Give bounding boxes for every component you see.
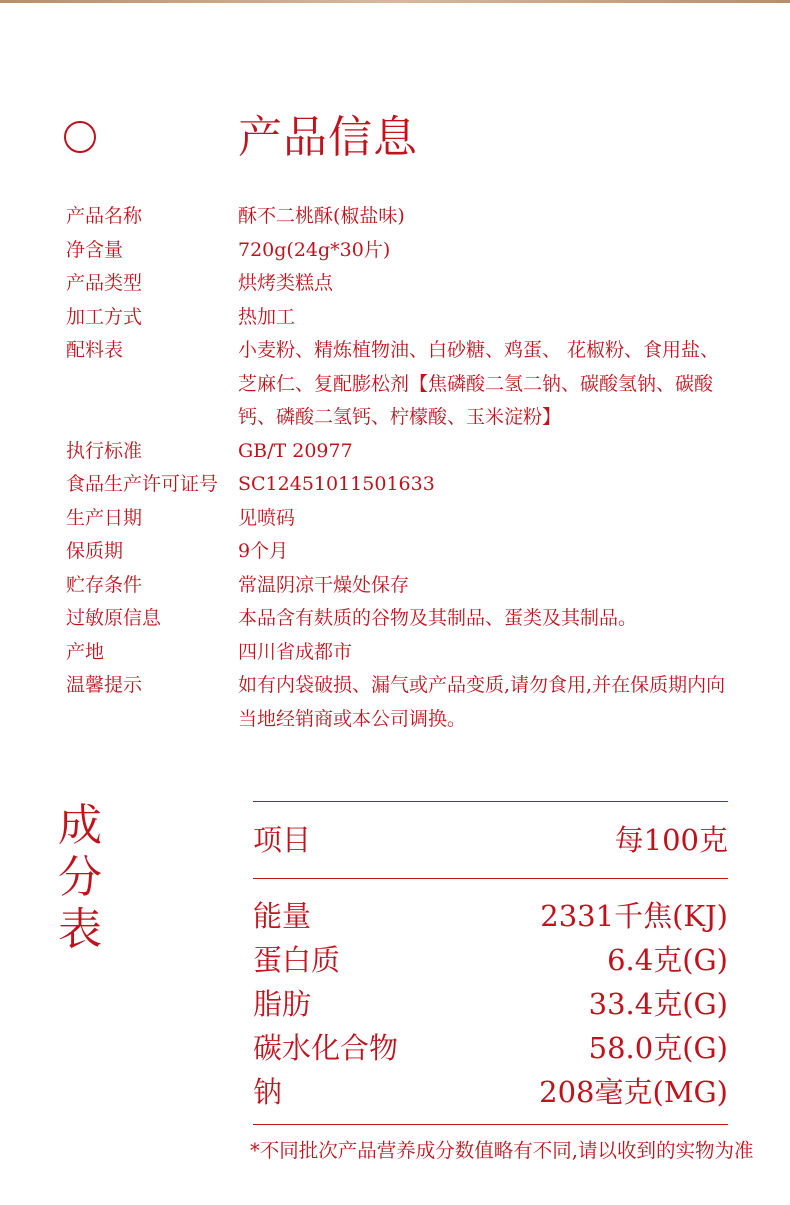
info-label: 贮存条件 (66, 573, 143, 596)
info-label: 产品名称 (66, 205, 143, 227)
nutrient-name: 碳水化合物 (253, 1031, 399, 1065)
info-row-type (66, 267, 746, 301)
nutrient-value: 58.0克(G) (588, 1031, 728, 1065)
table-rule-bottom (253, 1124, 728, 1125)
info-value: 见喷码 (238, 506, 296, 529)
side-title-char: 分 (58, 852, 102, 903)
info-value: 9个月 (238, 540, 289, 562)
nutrient-value: 208毫克(MG) (539, 1075, 728, 1109)
nutrition-side-title (58, 800, 108, 956)
header-per-100g: 每100克 (614, 823, 728, 857)
table-rule-header (253, 878, 728, 879)
circle-icon (64, 121, 96, 153)
nutrient-value: 6.4克(G) (607, 943, 728, 977)
info-label: 净含量 (66, 238, 124, 261)
table-row (253, 938, 728, 982)
nutrient-value: 33.4克(G) (588, 987, 728, 1021)
info-value: 烘烤类糕点 (238, 272, 334, 294)
table-rule-top (253, 801, 728, 802)
nutrient-name: 钠 (253, 1075, 283, 1109)
info-row-ingredients (66, 334, 746, 435)
info-row-origin (66, 636, 746, 670)
info-value: 如有内袋破损、漏气或产品变质,请勿食用,并在保质期内向当地经销商或本公司调换。 (238, 674, 726, 730)
nutrition-table-header (253, 818, 728, 862)
info-row-process (66, 301, 746, 335)
info-value: GB/T 20977 (238, 439, 353, 462)
table-row (253, 894, 728, 938)
info-value: 热加工 (238, 305, 296, 328)
info-label: 配料表 (66, 339, 124, 361)
info-row-net-content (66, 234, 746, 268)
info-row-shelf-life (66, 535, 746, 569)
info-value: 小麦粉、精炼植物油、白砂糖、鸡蛋、 花椒粉、食用盐、芝麻仁、复配膨松剂【焦磷酸二氢二钠、碳酸氢钠、碳酸钙、磷酸二氢钙、柠檬酸、玉米淀粉】 (238, 339, 720, 428)
page-title: 产品信息 (238, 112, 418, 163)
info-label: 加工方式 (66, 305, 143, 328)
info-label: 温馨提示 (66, 674, 143, 696)
info-row-name (66, 200, 746, 234)
info-row-standard (66, 435, 746, 469)
table-row (253, 1026, 728, 1070)
side-title-char: 成 (58, 800, 102, 851)
info-value: 四川省成都市 (238, 640, 353, 663)
side-title-char: 表 (58, 904, 102, 955)
info-value: SC12451011501633 (238, 473, 435, 495)
nutrient-name: 蛋白质 (253, 943, 341, 977)
info-label: 食品生产许可证号 (66, 473, 219, 495)
nutrition-note: *不同批次产品营养成分数值略有不同,请以收到的实物为准 (250, 1139, 754, 1162)
info-value: 本品含有麸质的谷物及其制品、蛋类及其制品。 (238, 607, 638, 629)
nutrient-name: 脂肪 (253, 987, 312, 1021)
info-value: 720g(24g*30片) (238, 238, 391, 261)
info-label: 执行标准 (66, 439, 143, 462)
info-label: 过敏原信息 (66, 607, 162, 629)
info-row-allergen (66, 602, 746, 636)
info-label: 保质期 (66, 540, 124, 562)
product-info-list (66, 200, 746, 736)
info-label: 产地 (66, 640, 105, 663)
table-row (253, 982, 728, 1026)
info-row-tips (66, 669, 746, 736)
nutrition-table-body (253, 894, 728, 1114)
nutrient-name: 能量 (253, 899, 312, 933)
info-value: 酥不二桃酥(椒盐味) (238, 205, 405, 227)
info-row-license (66, 468, 746, 502)
info-label: 生产日期 (66, 506, 143, 529)
info-row-storage (66, 569, 746, 603)
info-row-production-date (66, 502, 746, 536)
info-label: 产品类型 (66, 272, 143, 294)
nutrient-value: 2331千焦(KJ) (540, 899, 728, 933)
table-row (253, 1070, 728, 1114)
top-decor-bar (0, 0, 790, 3)
header-item: 项目 (253, 823, 312, 857)
info-value: 常温阴凉干燥处保存 (238, 573, 410, 596)
